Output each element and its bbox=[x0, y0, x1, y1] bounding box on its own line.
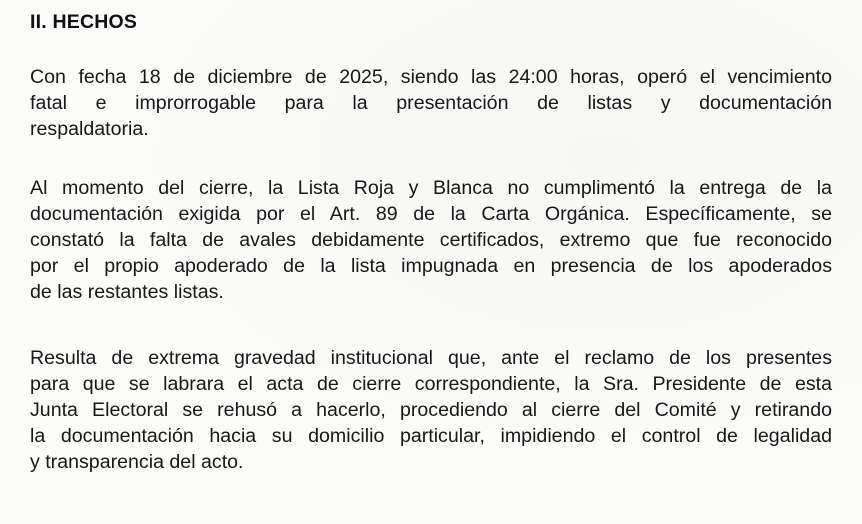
paragraph-line: respaldatoria. bbox=[30, 118, 149, 140]
paragraph-line: para que se labrara el acta de cierre correspondiente, la Sra. Presidente de esta bbox=[30, 373, 832, 395]
paragraph-line: Al momento del cierre, la Lista Roja y Blanca no cumplimentó la entrega de la bbox=[30, 177, 832, 199]
paragraph-line: fatal e improrrogable para la presentación de listas y documentación bbox=[30, 92, 832, 114]
paragraph-line: y transparencia del acto. bbox=[30, 451, 244, 473]
paragraph-line: Junta Electoral se rehusó a hacerlo, procediendo al cierre del Comité y retirando bbox=[30, 399, 832, 421]
paragraph-vencimiento bbox=[30, 64, 832, 142]
section-heading: II. HECHOS bbox=[30, 11, 138, 33]
paragraph-line: constató la falta de avales debidamente certificados, extremo que fue reconocido bbox=[30, 229, 832, 251]
paragraph-line: por el propio apoderado de la lista impugnada en presencia de los apoderados bbox=[30, 255, 832, 277]
paragraph-line: documentación exigida por el Art. 89 de la Carta Orgánica. Específicamente, se bbox=[30, 203, 832, 225]
paragraph-cierre bbox=[30, 175, 832, 305]
paragraph-line: de las restantes listas. bbox=[30, 281, 224, 303]
paragraph-line: la documentación hacia su domicilio particular, impidiendo el control de legalidad bbox=[30, 425, 832, 447]
paragraph-gravedad bbox=[30, 345, 832, 475]
paragraph-line: Resulta de extrema gravedad institucional que, ante el reclamo de los presentes bbox=[30, 347, 832, 369]
paragraph-line: Con fecha 18 de diciembre de 2025, siendo las 24:00 horas, operó el vencimiento bbox=[30, 66, 832, 88]
